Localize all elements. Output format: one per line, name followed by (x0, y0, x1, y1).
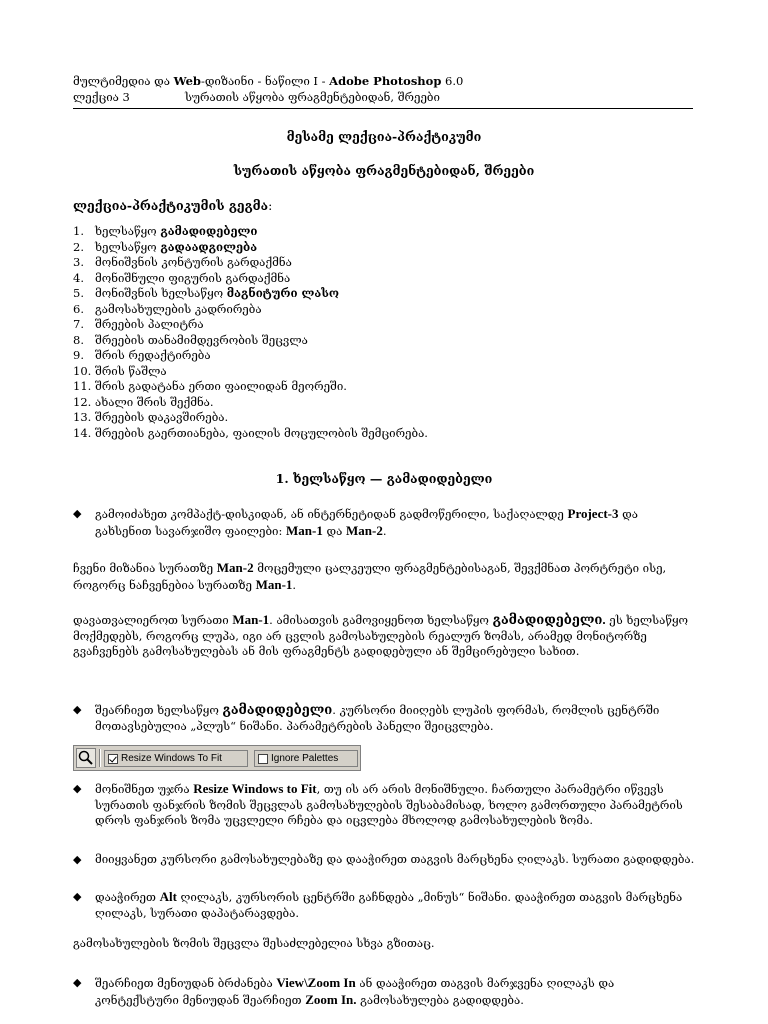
paragraph: ჩვენი მიზანია სურათზე Man-2 მოცემული ცალკეული ფრაგმენტებისაგან, შევქმნათ პორტრეტი ისე, როგორც ნაჩვენებია სურათზე Man-1. (73, 560, 667, 592)
plan-item-number: 3. (73, 255, 84, 269)
bullet-icon: ◆ (73, 782, 82, 795)
header-divider (73, 108, 693, 109)
checkbox-unchecked-icon (258, 754, 268, 764)
plan-item-text: ხელსაწყო (95, 239, 161, 254)
list-item: ◆ შეარჩიეთ მენიუდან ბრძანება View\Zoom In ან დააჭირეთ თაგვის მარჯვენა ღილაკს და კონტექსტური მენიუდან შეარჩიეთ Zoom In. გამოსახულება გადიდდება. (73, 975, 615, 1007)
plan-item-number: 4. (73, 270, 84, 285)
bullet-icon: ◆ (73, 703, 82, 716)
bullet-icon: ◆ (73, 507, 82, 520)
plan-item-bold: გამადიდებელი (160, 224, 258, 238)
list-item: ◆ მიიყვანეთ კურსორი გამოსახულებაზე და დააჭირეთ თაგვის მარცხენა ღილაკს. სურათი გადიდდება. (73, 852, 695, 866)
checkbox-checked-icon (108, 754, 118, 764)
zoom-options-bar (73, 745, 361, 771)
plan-item-text: მონიშვნის კონტურის გარდაქმნა (95, 255, 292, 269)
header-course-line: მულტიმედია და Web-დიზაინი - ნაწილი I - Adobe Photoshop 6.0 (73, 74, 464, 88)
magnifier-icon (77, 749, 95, 767)
lecture-topic: სურათის აწყობა ფრაგმენტებიდან, შრეები (185, 90, 440, 104)
plan-item-text: მონიშვნის ხელსაწყო (95, 286, 227, 300)
plan-item-number: 6. (73, 301, 84, 316)
page-title: მესამე ლექცია-პრაქტიკუმი (286, 129, 482, 144)
plan-item-number: 7. (73, 317, 84, 331)
bullet-icon: ◆ (73, 890, 82, 903)
plan-list (73, 224, 428, 441)
plan-item-number: 8. (73, 332, 84, 347)
page-subtitle: სურათის აწყობა ფრაგმენტებიდან, შრეები (233, 163, 535, 178)
plan-item-text: შრის გადატანა ერთი ფაილიდან მეორეში. (95, 379, 347, 393)
toolbar-separator (99, 749, 101, 767)
plan-item-text: შრეების დაკავშირება. (95, 410, 229, 424)
resize-windows-checkbox[interactable]: Resize Windows To Fit (104, 750, 248, 767)
plan-item-text: შრეების თანამიმდევრობის შეცვლა (95, 332, 308, 347)
plan-item (73, 271, 428, 287)
plan-item-number: 10. (73, 363, 92, 378)
list-item: ◆ შეარჩიეთ ხელსაწყო გამადიდებელი. კურსორი მიიღებს ლუპის ფორმას, რომლის ცენტრში მოთავსებულია „პლუს“ ნიშანი. პარამეტრების პანელი შეიცვლება. (73, 702, 660, 733)
plan-item (73, 317, 428, 333)
plan-item-number: 11. (73, 379, 92, 393)
plan-item-bold: გადაადგილება (160, 239, 258, 254)
plan-item-text: მონიშნული ფიგურის გარდაქმნა (95, 270, 291, 285)
plan-item (73, 379, 428, 395)
plan-item (73, 395, 428, 411)
paragraph: დავათვალიეროთ სურათი Man-1. ამისათვის გამოვიყენოთ ხელსაწყო გამადიდებელი. ეს ხელსაწყო მოქმედებს, როგორც ლუპა, იგი არ ცვლის გამოსახულების რეალურ ზომას, არამედ მონიტორზე გვაჩვენებს გამოსახულებას ან მის ფრაგმენტს გადიდებული ან შემცირებული სახით. (73, 612, 689, 658)
list-item: ◆ მონიშნეთ უჯრა Resize Windows to Fit, თუ ის არ არის მონიშნული. ჩართული პარამეტრი იწვევს სურათის ფანჯრის ზომის შეცვლას გამოსახულების შესაბამისად, ხოლო გამორთული პარამეტრის დროს ფანჯრის ზომა უცვლელი რჩება და იცვლება მხოლოდ გამოსახულების ზომა. (73, 781, 683, 827)
plan-item-text: გამოსახულების კადრირება (95, 301, 262, 316)
plan-item-number: 1. (73, 224, 84, 238)
zoom-tool-button[interactable] (76, 748, 96, 768)
bullet-icon: ◆ (73, 976, 82, 989)
plan-item-text: ახალი შრის შექმნა. (95, 394, 214, 409)
header-lecture-line (73, 89, 693, 105)
lecture-label: ლექცია 3 (73, 90, 130, 104)
plan-item-number: 2. (73, 239, 84, 254)
paragraph: გამოსახულების ზომის შეცვლა შესაძლებელია სხვა გზითაც. (73, 936, 435, 950)
plan-item-text: შრის რედაქტირება (95, 348, 211, 362)
plan-heading: ლექცია-პრაქტიკუმის გეგმა: (73, 198, 273, 213)
plan-item (73, 410, 428, 426)
plan-item-text: შრეების პალიტრა (95, 317, 204, 331)
plan-item-text: ხელსაწყო (95, 224, 161, 238)
plan-item-text: შრის წაშლა (95, 363, 167, 378)
list-item: ◆ დააჭირეთ Alt ღილაკს, კურსორის ცენტრში გაჩნდება „მინუს“ ნიშანი. დააჭირეთ თაგვის მარცხენა ღილაკს, სურათი დაპატარავდება. (73, 889, 683, 920)
plan-item-number: 12. (73, 394, 92, 409)
plan-item (73, 364, 428, 380)
plan-item-bold: მაგნიტური ლასო (226, 286, 339, 300)
plan-item-number: 14. (73, 425, 92, 440)
plan-item (73, 348, 428, 364)
bullet-icon: ◆ (73, 853, 82, 866)
plan-item (73, 286, 428, 302)
plan-item-number: 13. (73, 410, 92, 424)
plan-item (73, 255, 428, 271)
plan-item (73, 426, 428, 442)
page-header (73, 73, 693, 105)
plan-item (73, 224, 428, 240)
plan-item-number: 9. (73, 348, 84, 362)
plan-item-number: 5. (73, 286, 84, 300)
plan-item (73, 302, 428, 318)
plan-item-text: შრეების გაერთიანება, ფაილის მოცულობის შემცირება. (95, 425, 428, 440)
ignore-palettes-checkbox[interactable]: Ignore Palettes (254, 750, 358, 767)
list-item: ◆ გამოიძახეთ კომპაქტ-დისკიდან, ან ინტერნეტიდან გადმოწერილი, საქაღალდე Project-3 და გახსენით სავარჯიშო ფაილები: Man-1 და Man-2. (73, 506, 638, 538)
section-heading: 1. ხელსაწყო — გამადიდებელი (275, 471, 493, 486)
plan-item (73, 333, 428, 349)
plan-item (73, 240, 428, 256)
